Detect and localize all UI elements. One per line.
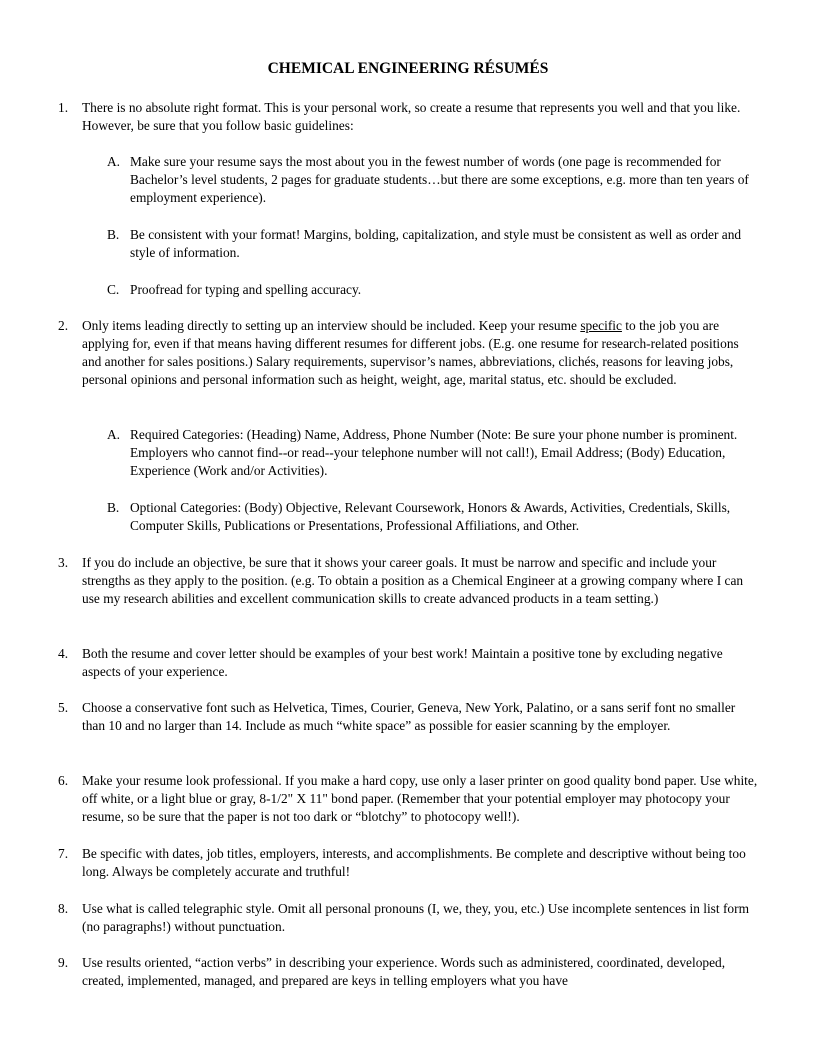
item-text: Use what is called telegraphic style. Omit all personal pronouns (I, we, they, you, etc.) Use incomplete sentences in list form (no paragraphs!) without punctuation. xyxy=(82,901,749,934)
sub-item-text: Be consistent with your format! Margins, bolding, capitalization, and style must be consistent as well as order and style of information. xyxy=(130,227,742,260)
sub-item-letter: B. xyxy=(107,227,120,242)
sub-item-text: Optional Categories: (Body) Objective, Relevant Coursework, Honors & Awards, Activities, Credentials, Skills, Computer Skills, Publications or Presentations, Professional Affiliations, and Other. xyxy=(130,500,731,533)
item-number: 6. xyxy=(58,773,69,788)
item-text: Choose a conservative font such as Helvetica, Times, Courier, Geneva, New York, Palatino, or a sans serif font no smaller than 10 and no larger than 14. Include as much “white space” as possible for easier scanning by the employer. xyxy=(82,700,736,733)
item-text: If you do include an objective, be sure that it shows your career goals. It must be narrow and specific and include your strengths as they apply to the position. (e.g. To obtain a position as a Chemical Engineer at a growing company where I can use my research abilities and excellent communication skills to create advanced products in a team setting.) xyxy=(82,555,744,606)
item-number: 9. xyxy=(58,955,69,970)
page-title: CHEMICAL ENGINEERING RÉSUMÉS xyxy=(267,60,549,77)
item-text: Use results oriented, “action verbs” in describing your experience. Words such as administered, coordinated, developed, created, implemented, managed, and prepared are keys in telling employers what you have xyxy=(82,955,726,988)
underlined-word: specific xyxy=(580,318,622,333)
sub-item-letter: A. xyxy=(107,154,121,169)
sub-item-letter: A. xyxy=(107,427,121,442)
item-text: Make your resume look professional. If you make a hard copy, use only a laser printer on good quality bond paper. Use white, off white, or a light blue or gray, 8-1/2" X 11" bond paper. (Remember that your potential employer may photocopy your resume, so be sure that the paper is not too dark or “blotchy” to photocopy well!). xyxy=(82,773,758,824)
sub-item-text: Required Categories: (Heading) Name, Address, Phone Number (Note: Be sure your phone number is prominent. Employers who cannot find--or read--your telephone number will not call!), Email Address; (Body) Education, Experience (Work and/or Activities). xyxy=(130,427,738,478)
item-number: 7. xyxy=(58,846,69,861)
item-number: 1. xyxy=(58,100,69,115)
sub-item-text: Proofread for typing and spelling accuracy. xyxy=(130,282,362,297)
item-text xyxy=(82,317,758,389)
item-text-end: to the job you are applying for, even if that means having different resumes for different jobs. (E.g. one resume for research-related positions and another for sales positions.) Salary requirements, supervisor’s names, abbreviations, clichés, reasons for leaving jobs, personal opinions and personal information such as height, weight, age, marital status, etc. should be excluded. xyxy=(82,318,739,387)
item-text: Be specific with dates, job titles, employers, interests, and accomplishments. Be complete and descriptive without being too long. Always be completely accurate and truthful! xyxy=(82,846,746,879)
item-text: There is no absolute right format. This is your personal work, so create a resume that represents you well and that you like. However, be sure that you follow basic guidelines: xyxy=(82,100,741,133)
item-number: 5. xyxy=(58,700,69,715)
item-text-start: Only items leading directly to setting up an interview should be included. Keep your resume xyxy=(82,318,581,333)
item-number: 3. xyxy=(58,555,69,570)
sub-item-letter: B. xyxy=(107,500,120,515)
item-number: 2. xyxy=(58,318,69,333)
sub-item-letter: C. xyxy=(107,282,120,297)
item-number: 4. xyxy=(58,646,69,661)
item-number: 8. xyxy=(58,901,69,916)
sub-item-text: Make sure your resume says the most about you in the fewest number of words (one page is recommended for Bachelor’s level students, 2 pages for graduate students…but there are some exceptions, e.g. more than ten years of employment experience). xyxy=(130,154,749,205)
item-text: Both the resume and cover letter should be examples of your best work! Maintain a positive tone by excluding negative aspects of your experience. xyxy=(82,646,723,679)
